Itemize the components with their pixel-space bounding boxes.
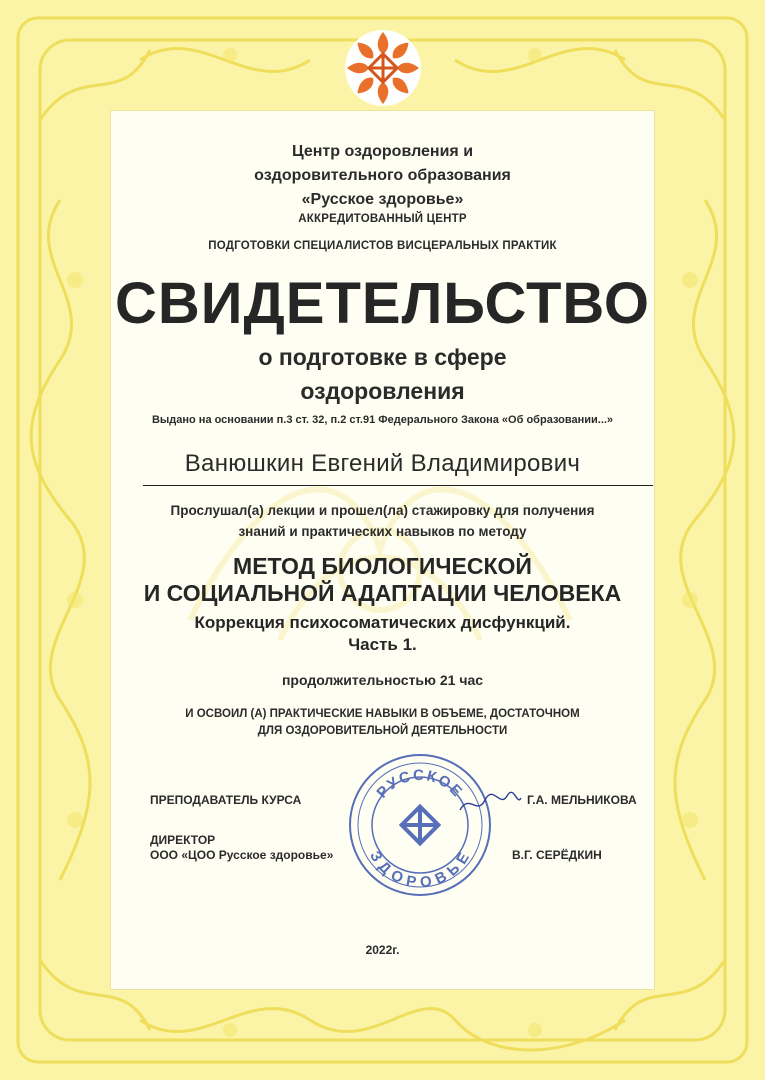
course-intro xyxy=(0,500,765,542)
method-title-line-1: МЕТОД БИОЛОГИЧЕСКОЙ xyxy=(233,553,532,579)
director-role xyxy=(150,833,333,863)
teacher-name: Г.А. МЕЛЬНИКОВА xyxy=(527,793,637,807)
document-title: СВИДЕТЕЛЬСТВО xyxy=(115,271,650,336)
issue-year: 2022г. xyxy=(365,943,400,957)
skills-line-2: ДЛЯ ОЗДОРОВИТЕЛЬНОЙ ДЕЯТЕЛЬНОСТИ xyxy=(257,725,508,737)
skills-line-1: И ОСВОИЛ (А) ПРАКТИЧЕСКИЕ НАВЫКИ В ОБЪЕМЕ, ДОСТАТОЧНОМ xyxy=(185,708,580,720)
accreditation xyxy=(0,206,765,260)
organization-line-3: «Русское здоровье» xyxy=(301,191,464,208)
document-subtitle xyxy=(0,340,765,408)
director-role-line-2: ООО «ЦОО Русское здоровье» xyxy=(150,848,334,862)
method-title-line-2: И СОЦИАЛЬНОЙ АДАПТАЦИИ ЧЕЛОВЕКА xyxy=(143,580,622,606)
teacher-role: ПРЕПОДАВАТЕЛЬ КУРСА xyxy=(150,793,302,807)
handwritten-signature xyxy=(455,788,525,818)
official-stamp xyxy=(345,750,495,900)
organization-line-2: оздоровительного образования xyxy=(254,167,511,184)
director-role-line-1: ДИРЕКТОР xyxy=(150,833,216,847)
course-intro-line-1: Прослушал(а) лекции и прошел(ла) стажировку для получения xyxy=(170,503,595,518)
method-title xyxy=(0,553,765,607)
method-subtitle-line-1: Коррекция психосоматических дисфункций. xyxy=(194,613,571,632)
organization-name xyxy=(0,140,765,212)
course-intro-line-2: знаний и практических навыков по методу xyxy=(238,524,527,539)
skills-statement xyxy=(0,706,765,740)
legal-basis: Выдано на основании п.3 ст. 32, п.2 ст.91 Федерального Закона «Об образовании...» xyxy=(151,414,614,426)
organization-line-1: Центр оздоровления и xyxy=(291,143,474,160)
method-subtitle-line-2: Часть 1. xyxy=(348,635,417,654)
holder-name: Ванюшкин Евгений Владимирович xyxy=(184,450,581,477)
accreditation-line-1: АККРЕДИТОВАННЫЙ ЦЕНТР xyxy=(298,213,467,225)
method-subtitle xyxy=(0,612,765,656)
course-duration: продолжительностью 21 час xyxy=(281,672,484,688)
stamp-bottom-text: ЗДОРОВЬЕ xyxy=(366,848,474,892)
holder-name-underline xyxy=(143,485,653,486)
director-name: В.Г. СЕРЁДКИН xyxy=(512,848,602,862)
subtitle-line-2: оздоровления xyxy=(300,378,465,404)
stamp-top-text: РУССКОЕ xyxy=(373,766,467,802)
subtitle-line-1: о подготовке в сфере xyxy=(258,344,507,370)
sun-symbol-icon xyxy=(343,28,423,108)
accreditation-line-2: ПОДГОТОВКИ СПЕЦИАЛИСТОВ ВИСЦЕРАЛЬНЫХ ПРАКТИК xyxy=(208,240,557,252)
